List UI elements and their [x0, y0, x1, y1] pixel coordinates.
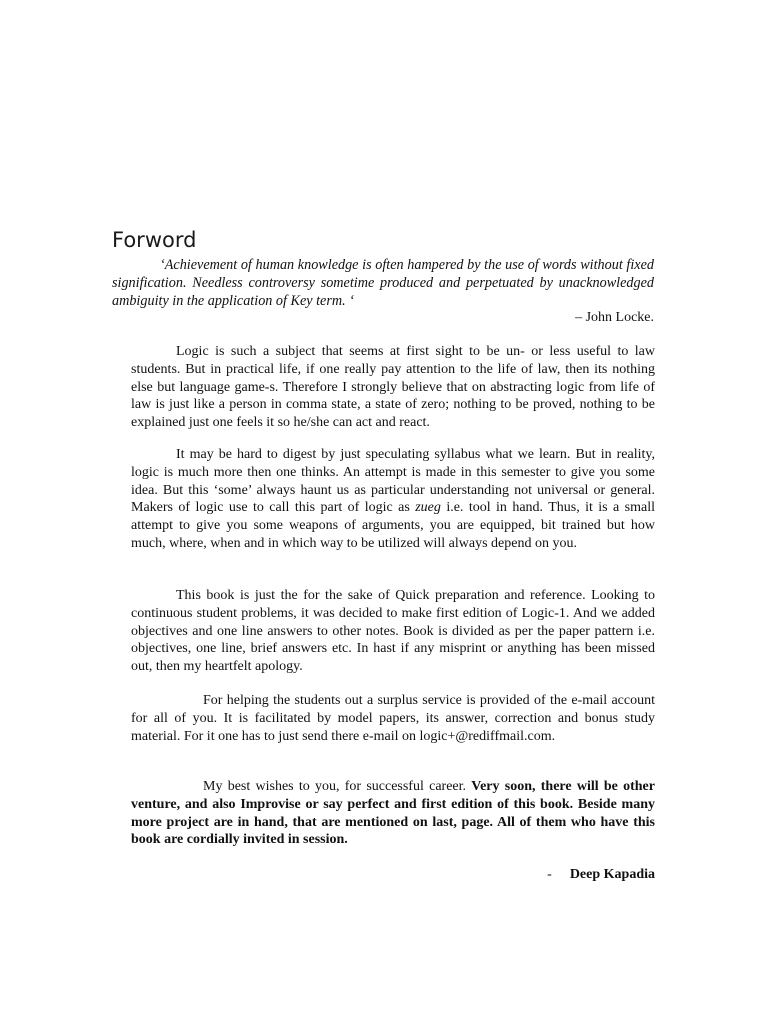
paragraph-1: Logic is such a subject that seems at first sight to be un- or less useful to law students. But in practical life, if one really pay attention to the life of law, then its nothing else but language game-s. Therefore I strongly believe that on abstracting logic from life of law is just like a person in comma state, a state of zero; nothing to be proved, nothing to be explained just one feels it so he/she can act and react.: [131, 344, 655, 431]
signature-dash: -: [547, 867, 552, 882]
closing-plain-text: My best wishes to you, for successful career.: [203, 779, 472, 794]
signature-name: Deep Kapadia: [569, 867, 655, 882]
epigraph-quote: ‘Achievement of human knowledge is often hampered by the use of words without fixed signification. Needless controversy sometime produced and perpetuated by unacknowledged ambiguity in the application of Key term. ‘: [112, 257, 654, 309]
closing-paragraph: [131, 778, 655, 849]
paragraph-3: This book is just the for the sake of Quick preparation and reference. Looking to continuous student problems, it was decided to make first edition of Logic-1. And we added objectives and one line answers to other notes. Book is divided as per the paper pattern i.e. objectives, one line, brief answers etc. In hast if any misprint or anything has been missed out, then my heartfelt apology.: [131, 588, 655, 675]
paragraph-2: It may be hard to digest by just speculating syllabus what we learn. But in reality, logic is much more then one thinks. An attempt is made in this semester to give you some idea. But this ‘some’ always haunt us as particular understanding not universal or general. Makers of logic use to call this part of logic as zueg i.e. tool in hand. Thus, it is a small attempt to give you some weapons of arguments, you are equipped, bit trained but how much, where, when and in which way to be utilized will always depend on you.: [131, 447, 655, 551]
quote-attribution: – John Locke.: [575, 310, 654, 325]
term-zueg: zueg: [415, 500, 441, 516]
paragraph-4: For helping the students out a surplus service is provided of the e-mail account for all of you. It is facilitated by model papers, its answer, correction and bonus study material. For it one has to just send there e-mail on logic+@rediffmail.com.: [131, 693, 655, 744]
signature: [547, 867, 655, 883]
closing-bold-text: Very soon, there will be other venture, and also Improvise or say perfect and first edition of this book. Beside many more project are in hand, that are mentioned on last, page. All of them who have this book are cordially invited in session.: [131, 779, 655, 848]
page-title: Forword: [112, 228, 197, 252]
